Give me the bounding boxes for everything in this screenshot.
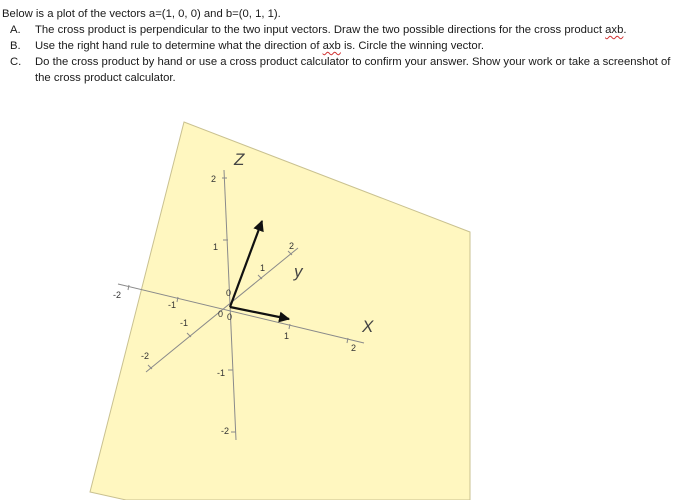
x-tick-1: 1 [284, 331, 290, 341]
z-tick-1: 1 [213, 242, 219, 252]
question-b-letter: B. [10, 40, 21, 52]
question-b-term: axb [322, 40, 341, 52]
z-tick-neg2: -2 [221, 426, 230, 436]
y-tick-2: 2 [289, 241, 295, 251]
intro-text: Below is a plot of the vectors a=(1, 0, 0) and b=(0, 1, 1). [2, 8, 281, 20]
x-tick-neg2: -2 [113, 290, 122, 300]
x-axis-label: X [362, 317, 374, 336]
question-b-end: is. Circle the winning vector. [340, 40, 484, 52]
question-a-text: The cross product is perpendicular to the two input vectors. Draw the two possible directions for the cross product [35, 24, 606, 36]
question-b-text: Use the right hand rule to determine what the direction of [35, 40, 323, 52]
origin-label: 0 [227, 312, 233, 322]
x-tick-2: 2 [351, 343, 357, 353]
x-tick-0: 0 [218, 309, 224, 319]
y-tick-1: 1 [260, 263, 266, 273]
z-tick-0: 0 [226, 288, 232, 298]
y-axis-label: y [294, 262, 303, 281]
z-tick-neg1: -1 [217, 368, 226, 378]
plot-plane [90, 122, 470, 500]
z-axis-label: Z [234, 150, 245, 169]
z-tick-2: 2 [211, 174, 217, 184]
x-tick-neg1: -1 [168, 300, 177, 310]
question-a-letter: A. [10, 24, 21, 36]
question-c-letter: C. [10, 56, 22, 68]
question-a-term: axb [605, 24, 624, 36]
y-tick-neg2: -2 [141, 351, 150, 361]
question-c-text: Do the cross product by hand or use a cross product calculator to confirm your answer. Show your work or take a screenshot of the cross product calculator. [35, 56, 671, 84]
y-tick-neg1: -1 [180, 318, 189, 328]
question-a-end: . [623, 24, 627, 36]
